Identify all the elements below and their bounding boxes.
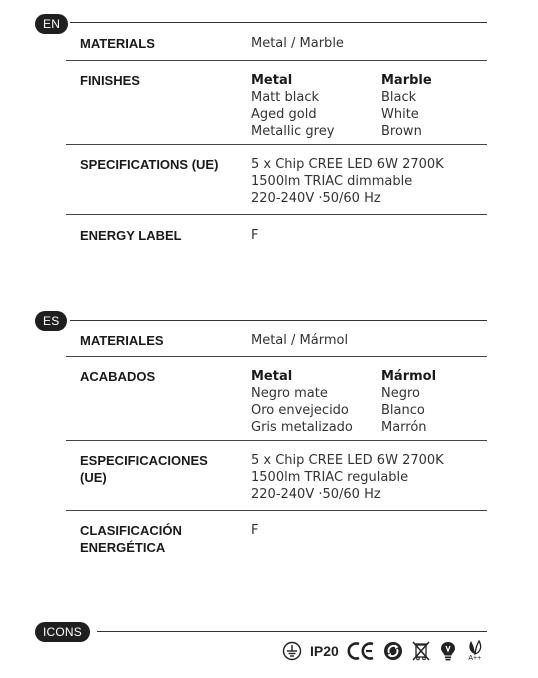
- finish-head: Mármol: [381, 369, 437, 384]
- divider: [66, 440, 487, 441]
- section-tag-en: EN: [35, 14, 68, 34]
- finish-item: Matt black: [251, 90, 320, 105]
- especificaciones-label: [80, 452, 240, 486]
- materials-value: Metal / Marble: [251, 36, 344, 51]
- spec-line: 5 x Chip CREE LED 6W 2700K: [251, 453, 444, 468]
- divider: [66, 214, 487, 215]
- finishes-column-metal: [251, 72, 334, 140]
- energy-class-leaf-icon: [465, 639, 485, 663]
- divider: [70, 22, 487, 23]
- divider: [66, 144, 487, 145]
- label-line: ESPECIFICACIONES: [80, 453, 208, 468]
- especificaciones-value: [251, 452, 444, 503]
- clasificacion-value: F: [251, 523, 259, 538]
- finish-head: Marble: [381, 73, 432, 88]
- finish-item: Negro mate: [251, 386, 328, 401]
- finish-item: Aged gold: [251, 107, 317, 122]
- clasificacion-label: [80, 522, 240, 556]
- finish-item: Oro envejecido: [251, 403, 349, 418]
- label-line: ENERGÉTICA: [80, 540, 166, 555]
- finish-item: Metallic grey: [251, 124, 335, 139]
- acabados-column-marmol: [381, 368, 436, 436]
- label-line: CLASIFICACIÓN: [80, 523, 182, 538]
- divider: [66, 60, 487, 61]
- finish-item: Negro: [381, 386, 420, 401]
- finishes-column-marble: [381, 72, 432, 140]
- finish-head: Metal: [251, 73, 293, 88]
- acabados-column-metal: [251, 368, 353, 436]
- specifications-label: SPECIFICATIONS (UE): [80, 157, 219, 172]
- energy-label-value: F: [251, 228, 259, 243]
- led-bulb-icon: [439, 640, 457, 662]
- spec-line: 220-240V ·50/60 Hz: [251, 191, 381, 206]
- specifications-value: [251, 156, 444, 207]
- finish-item: Black: [381, 90, 417, 105]
- finish-head: Metal: [251, 369, 293, 384]
- ce-mark-icon: [347, 641, 375, 661]
- finish-item: White: [381, 107, 419, 122]
- finish-item: Blanco: [381, 403, 425, 418]
- finish-item: Brown: [381, 124, 422, 139]
- finishes-label: FINISHES: [80, 73, 140, 88]
- spec-line: 1500lm TRIAC dimmable: [251, 174, 413, 189]
- ground-symbol-icon: [282, 641, 302, 661]
- divider: [70, 320, 487, 321]
- section-tag-icons: ICONS: [35, 622, 90, 642]
- energy-label-label: ENERGY LABEL: [80, 228, 182, 243]
- materials-label: MATERIALS: [80, 36, 155, 51]
- acabados-label: ACABADOS: [80, 369, 156, 384]
- divider: [66, 510, 487, 511]
- divider: [66, 356, 487, 357]
- certification-icons: [282, 638, 485, 664]
- energy-class-text: A++: [468, 655, 482, 662]
- finish-item: Gris metalizado: [251, 420, 353, 435]
- ip20-rating: IP20: [310, 643, 339, 659]
- divider: [97, 631, 487, 632]
- label-line: (UE): [80, 470, 107, 485]
- materiales-value: Metal / Mármol: [251, 333, 349, 348]
- spec-line: 1500lm TRIAC regulable: [251, 470, 409, 485]
- spec-line: 5 x Chip CREE LED 6W 2700K: [251, 157, 444, 172]
- recycle-icon: [383, 641, 403, 661]
- spec-line: 220-240V ·50/60 Hz: [251, 487, 381, 502]
- weee-bin-icon: [411, 640, 431, 662]
- finish-item: Marrón: [381, 420, 427, 435]
- section-tag-es: ES: [35, 311, 67, 331]
- materiales-label: MATERIALES: [80, 333, 164, 348]
